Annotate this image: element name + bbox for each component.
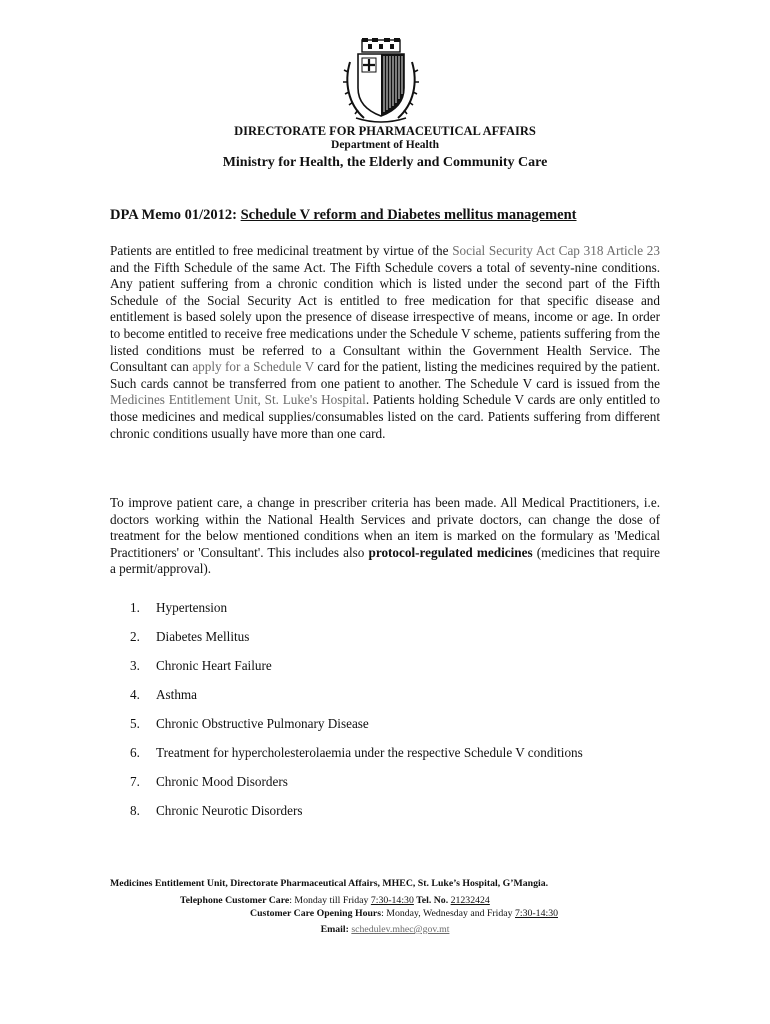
phone-label: Telephone Customer Care [180, 895, 290, 906]
phone-hours: 7:30-14:30 [370, 895, 414, 906]
list-item-number: 3. [130, 658, 140, 673]
paragraph-text: . Patients holding Schedule V cards are only entitled to those medicines and medical supplies/consumables listed on the card. Patients suffering from different chronic conditions usually have more than one card. [110, 392, 660, 441]
ministry-heading: Ministry for Health, the Elderly and Community Care [222, 155, 548, 170]
list-item-number: 6. [130, 745, 140, 760]
memo-title-subject: Schedule V reform and Diabetes mellitus management [240, 207, 577, 223]
opening-hours: 7:30-14:30 [515, 908, 558, 919]
list-item [110, 743, 670, 772]
list-item [110, 685, 670, 714]
list-item-text: Asthma [156, 687, 198, 702]
directorate-heading: DIRECTORATE FOR PHARMACEUTICAL AFFAIRS [234, 124, 536, 138]
malta-coat-of-arms-emblem [342, 38, 420, 124]
paragraph-text: card for the patient, listing the medicines required by the patient. Such cards cannot be transferred from one patient to another. The Schedule V card is issued from the [110, 359, 660, 391]
list-item-text: Diabetes Mellitus [156, 629, 250, 644]
footer-opening-hours [250, 908, 558, 919]
paragraph-text: and the Fifth Schedule of the same Act. The Fifth Schedule covers a total of seventy-nine conditions. Any patient suffering from a chronic condition which is listed under the second part of the Fifth Schedule of the Social Security Act is entitled to free medication for that specific disease and entitlement is based solely upon the presence of disease irrespective of means, income or age. In order to become entitled to receive free medications under the Schedule V scheme, patients suffering from the listed conditions must be referred to a Consultant within the Government Health Service. The Consultant can [110, 259, 660, 375]
paragraph-text: (medicines that require a permit/approval). [110, 544, 661, 577]
list-item-text: Hypertension [156, 600, 228, 615]
list-item [110, 714, 670, 743]
social-security-act-link[interactable]: Social Security Act Cap 318 Article 23 [452, 243, 660, 258]
footer-telephone [180, 895, 490, 906]
list-item-number: 8. [130, 803, 140, 818]
list-item-text: Treatment for hypercholesterolaemia under the respective Schedule V conditions [156, 745, 583, 760]
paragraph-text: To improve patient care, a change in prescriber criteria has been made. All Medical Practitioners, i.e. doctors working within the National Health Services and private doctors, can change the dose of treatment for the below mentioned conditions when an item is marked on the formulary as 'Medical Practitioners' or 'Consultant'. This includes also [110, 495, 660, 560]
footer-address: Medicines Entitlement Unit, Directorate Pharmaceutical Affairs, MHEC, St. Luke’s Hospital, G’Mangia. [110, 878, 549, 889]
department-heading: Department of Health [331, 139, 439, 151]
list-item-number: 5. [130, 716, 140, 731]
email-link[interactable]: schedulev.mhec@gov.mt [351, 924, 450, 935]
list-item [110, 801, 670, 830]
list-item [110, 656, 670, 685]
phone-days: : Monday till Friday [289, 895, 371, 906]
conditions-list [110, 598, 670, 830]
footer-email [0, 924, 770, 935]
opening-label: Customer Care Opening Hours [250, 908, 382, 919]
list-item-number: 4. [130, 687, 140, 702]
list-item-number: 1. [130, 600, 140, 615]
list-item-text: Chronic Heart Failure [156, 658, 272, 673]
list-item [110, 772, 670, 801]
medicines-entitlement-unit-link[interactable]: Medicines Entitlement Unit, St. Luke's Hospital [110, 392, 366, 408]
list-item-text: Chronic Obstructive Pulmonary Disease [156, 716, 369, 731]
memo-title [110, 207, 577, 224]
list-item-text: Chronic Neurotic Disorders [156, 803, 303, 818]
list-item-text: Chronic Mood Disorders [156, 774, 288, 789]
prescriber-criteria-paragraph [110, 495, 660, 578]
apply-schedule-v-link[interactable]: apply for a Schedule V [192, 359, 314, 375]
list-item-number: 7. [130, 774, 140, 789]
opening-days: : Monday, Wednesday and Friday [381, 908, 515, 919]
list-item [110, 598, 670, 627]
paragraph-text: Patients are entitled to free medicinal treatment by virtue of the [110, 243, 453, 258]
tel-label: Tel. No. [413, 895, 451, 906]
protocol-regulated-medicines-bold: protocol-regulated medicines [368, 544, 533, 560]
entitlement-paragraph [110, 243, 660, 442]
email-label: Email: [320, 924, 349, 935]
memo-title-prefix: DPA Memo 01/2012: [110, 207, 237, 223]
list-item [110, 627, 670, 656]
list-item-number: 2. [130, 629, 140, 644]
tel-number: 21232424 [450, 895, 490, 906]
